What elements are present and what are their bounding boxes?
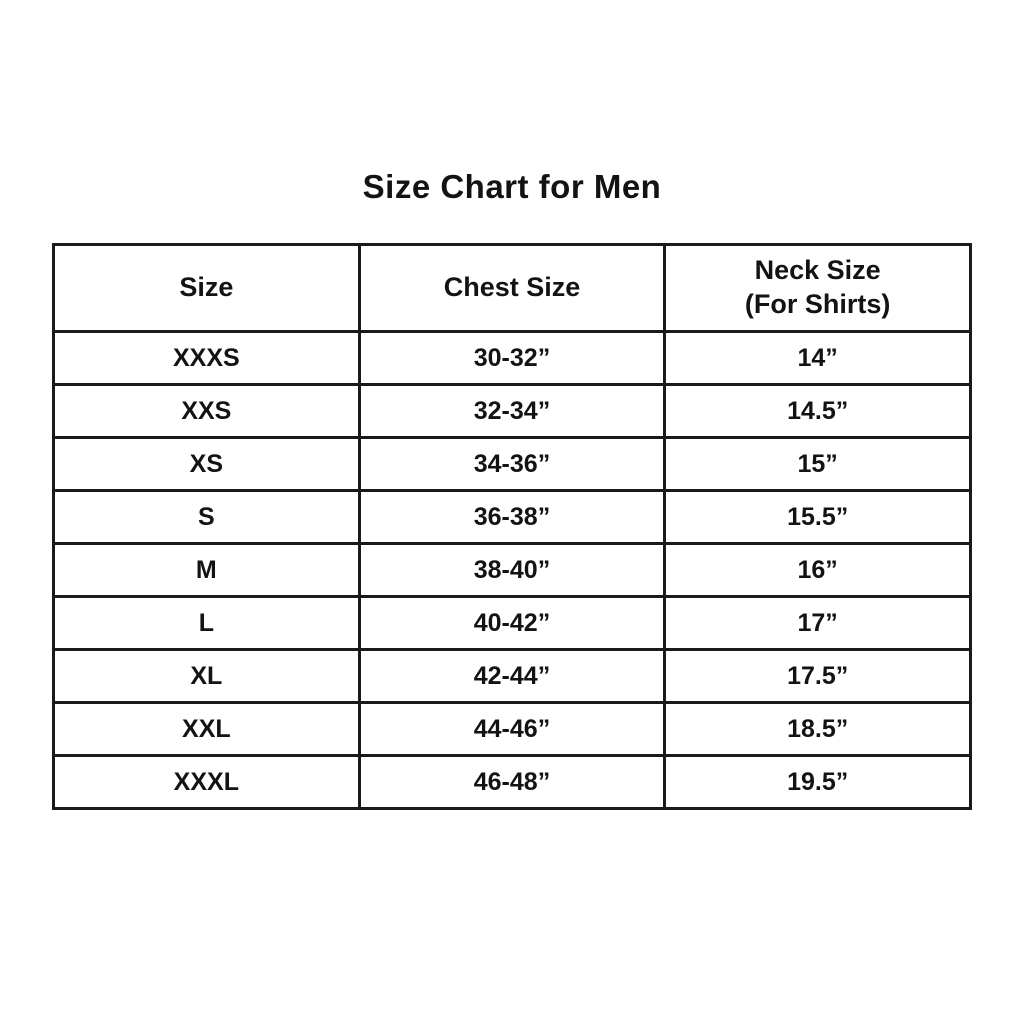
cell-size-label: XS (54, 438, 360, 491)
header-neck-size-line1: Neck Size (754, 255, 881, 286)
cell-size-label: XXS (54, 385, 360, 438)
cell-chest-size: 32-34” (359, 385, 665, 438)
cell-neck-size: 16” (665, 544, 971, 597)
cell-size-label: S (54, 491, 360, 544)
table-header-row (54, 245, 971, 332)
cell-chest-size: 44-46” (359, 703, 665, 756)
cell-size-label: XXL (54, 703, 360, 756)
table-row (54, 491, 971, 544)
header-cell-neck-size (665, 245, 971, 332)
cell-size-label: XL (54, 650, 360, 703)
cell-chest-size: 36-38” (359, 491, 665, 544)
cell-chest-size: 38-40” (359, 544, 665, 597)
cell-chest-size: 46-48” (359, 756, 665, 809)
cell-size-label: L (54, 597, 360, 650)
table-row (54, 332, 971, 385)
cell-neck-size: 17.5” (665, 650, 971, 703)
cell-neck-size: 14” (665, 332, 971, 385)
table-row (54, 438, 971, 491)
cell-neck-size: 15.5” (665, 491, 971, 544)
table-row (54, 385, 971, 438)
table-row (54, 597, 971, 650)
cell-size-label: XXXL (54, 756, 360, 809)
cell-chest-size: 34-36” (359, 438, 665, 491)
table-row (54, 650, 971, 703)
table-row (54, 703, 971, 756)
cell-chest-size: 40-42” (359, 597, 665, 650)
table-row (54, 544, 971, 597)
cell-chest-size: 42-44” (359, 650, 665, 703)
size-chart-table (52, 243, 972, 810)
cell-size-label: M (54, 544, 360, 597)
cell-size-label: XXXS (54, 332, 360, 385)
table-row (54, 756, 971, 809)
cell-chest-size: 30-32” (359, 332, 665, 385)
cell-neck-size: 14.5” (665, 385, 971, 438)
header-neck-size-line2: (For Shirts) (744, 289, 891, 319)
page-title: Size Chart for Men (362, 168, 662, 205)
cell-neck-size: 17” (665, 597, 971, 650)
header-cell-size: Size (54, 245, 360, 332)
cell-neck-size: 19.5” (665, 756, 971, 809)
cell-neck-size: 15” (665, 438, 971, 491)
cell-neck-size: 18.5” (665, 703, 971, 756)
header-cell-chest-size: Chest Size (359, 245, 665, 332)
